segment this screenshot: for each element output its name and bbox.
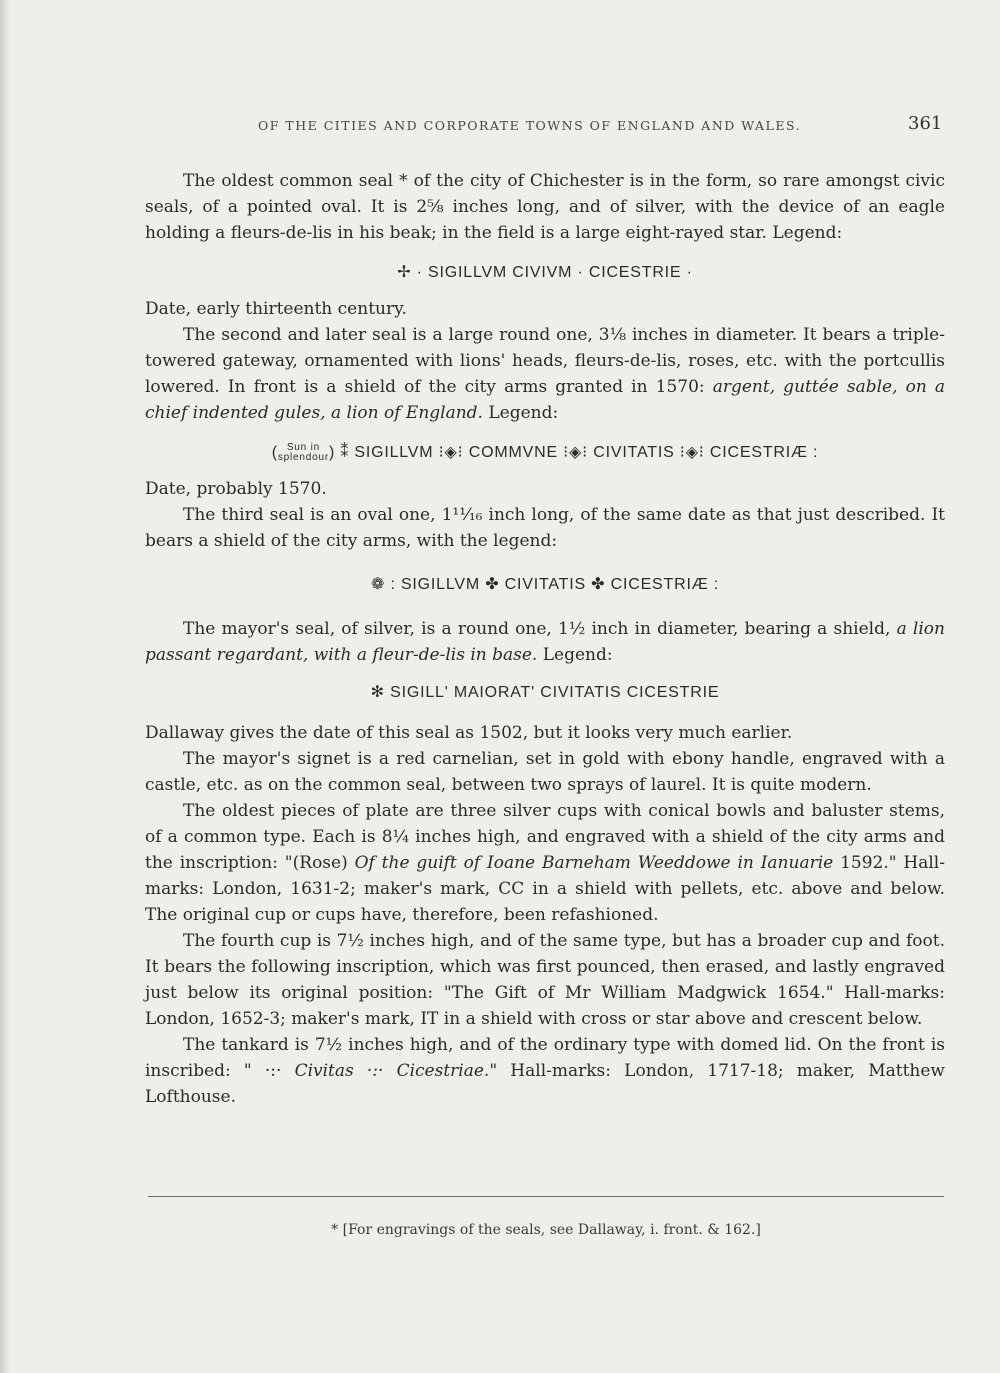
paragraph-second-seal [145,322,945,426]
paragraph-signet: The mayor's signet is a red carnelian, set in gold with ebony handle, engraved with a castle, etc. as on the common seal, between two sprays of laurel. It is quite modern. [145,749,945,795]
footnote-divider [148,1196,944,1197]
paragraph-third-seal: The third seal is an oval one, 1¹¹⁄₁₆ inch long, of the same date as that just described. It bears a shield of the city arms, with the legend: [145,505,945,551]
italic-blazon: argent, guttée sable, on a chief indented gules, a lion of England. [145,377,945,423]
seal-legend-4: ✻ SIGILL' MAIORAT' CIVITATIS CICESTRIE [370,684,720,701]
running-header: OF THE CITIES AND CORPORATE TOWNS OF ENGLAND AND WALES. [258,118,802,133]
paragraph-common-seal: The oldest common seal * of the city of Chichester is in the form, so rare amongst civic seals, of a pointed oval. It is 2⅝ inches long, and of silver, with the device of an eagle holding a fleurs-de-lis in his beak; in the field is a large eight-rayed star. Legend: [145,171,945,243]
seal-legend-3: ❁ : SIGILLVM ✤ CIVITATIS ✤ CICESTRIÆ : [371,576,719,593]
italic-blazon: a lion passant regardant, with a fleur-de-lis in base. [145,619,945,665]
text-segment: " Hall-marks: London, 1717-18; maker, Matthew Lofthouse. [145,1061,945,1107]
text-segment: 1592." Hall-marks: London, 1631-2; maker's mark, CC in a shield with pellets, etc. above and below. The original cup or cups have, therefore, been refashioned. [145,853,945,925]
paragraph-date-2: Date, probably 1570. [145,479,327,499]
text-segment: The tankard is 7½ inches high, and of the ordinary type with domed lid. On the front is inscribed: " ·:· [145,1035,945,1081]
text-segment: The second and later seal is a large round one, 3⅛ inches in diameter. It bears a triple-towered gateway, ornamented with lions' heads, fleurs-de-lis, roses, etc. with the portcullis lowered. In front is a shield of the city arms granted in 1570: [145,325,945,397]
sun-in-splendour-note [278,443,329,463]
seal-legend-1: ✢ · SIGILLVM CIVIVM · CICESTRIE · [397,264,693,281]
paragraph-fourth-cup: The fourth cup is 7½ inches high, and of the same type, but has a broader cup and foot. It bears the following inscription, which was first pounced, then erased, and lastly engraved just below its original position: "The Gift of Mr William Madgwick 1654." Hall-marks: London, 1652-3; maker's mark, IT in a shield with cross or star above and crescent below. [145,931,945,1029]
main-text [145,168,945,1110]
paragraph-mayors-seal [145,616,945,668]
text-segment: Legend: [542,645,613,665]
italic-inscription: Of the guift of Ioane Barneham Weeddowe in Ianuarie [354,853,834,873]
italic-inscription: Civitas ·:· Cicestriae. [294,1061,490,1081]
text-segment: The oldest pieces of plate are three silver cups with conical bowls and baluster stems, of a common type. Each is 8¼ inches high, and engraved with a shield of the city arms and the inscription: "(Rose) [145,801,945,873]
paragraph-plate [145,798,945,928]
legend-2-text: ⁑ SIGILLVM ⁝◈⁝ COMMVNE ⁝◈⁝ CIVITATIS ⁝◈⁝ CICESTRIÆ : [340,444,819,461]
paragraph-tankard [145,1032,945,1110]
sun-note-bottom: splendour [277,451,329,463]
paragraph-date-1: Date, early thirteenth century. [145,299,407,319]
seal-legend-2: ( Sun in splendour) ⁑ SIGILLVM ⁝◈⁝ COMMVNE ⁝◈⁝ CIVITATIS ⁝◈⁝ CICESTRIÆ : [271,441,819,463]
page-number: 361 [908,113,943,134]
footnote: * [For engravings of the seals, see Dallaway, i. front. & 162.] [331,1222,761,1238]
sun-note-top: Sun in [286,441,320,453]
paragraph-dallaway: Dallaway gives the date of this seal as 1502, but it looks very much earlier. [145,723,793,743]
text-segment: Legend: [488,403,559,423]
page-gutter-shadow [0,0,10,1373]
text-segment: The mayor's seal, of silver, is a round one, 1½ inch in diameter, bearing a shield, [183,619,891,639]
